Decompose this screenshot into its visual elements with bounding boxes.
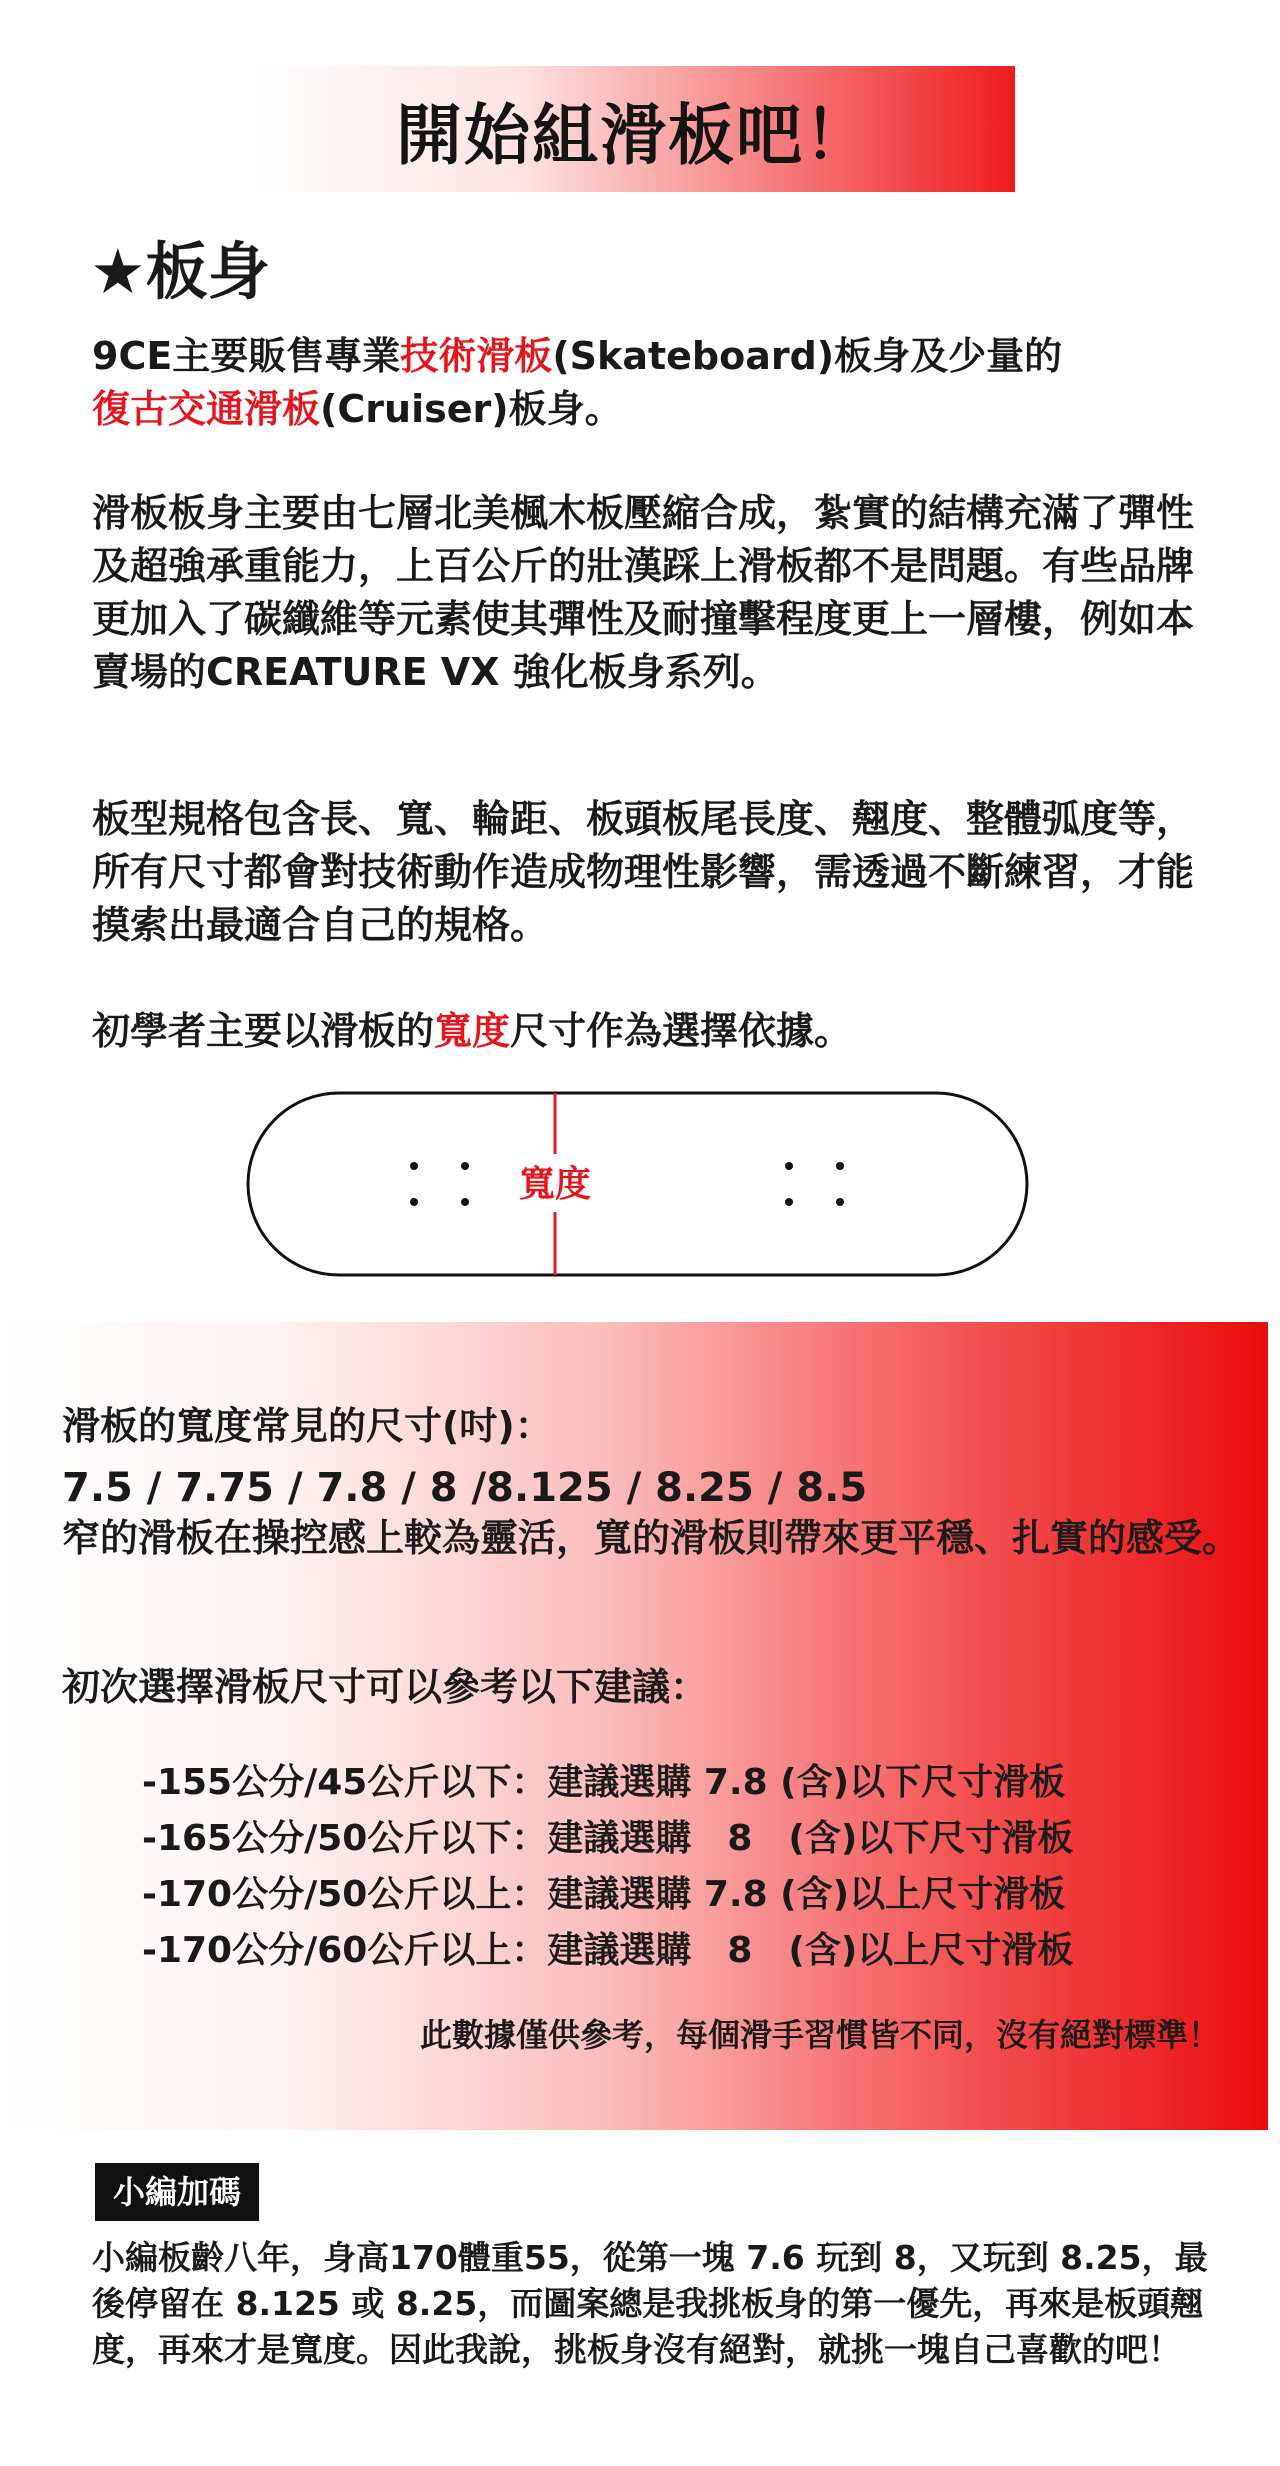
advice-list [142,1755,1073,1979]
beginner-text: 初學者主要以滑板的 [92,1009,435,1053]
intro-text: 9CE主要販售專業 [92,334,401,378]
intro-text: (Cruiser)板身。 [320,387,623,431]
sizes-description: 窄的滑板在操控感上較為靈活，寬的滑板則帶來更平穩、扎實的感受。 [62,1516,1241,1560]
highlight-cruiser: 復古交通滑板 [92,387,321,431]
page-title: 開始組滑板吧！ [396,96,872,174]
advice-item: -155公分/45公斤以下：建議選購 7.8 (含)以下尺寸滑板 [142,1762,1066,1803]
spec-paragraph: 板型規格包含長、寬、輪距、板頭板尾長度、翹度、整體弧度等，所有尺寸都會對技術動作造成物理性影響，需透過不斷練習，才能摸索出最適合自己的規格。 [92,797,1195,947]
sizes-values: 7.5 / 7.75 / 7.8 / 8 /8.125 / 8.25 / 8.5 [62,1465,868,1511]
advice-item: -165公分/50公斤以下：建議選購 8 (含)以下尺寸滑板 [142,1818,1074,1859]
editor-bonus-text: 小編板齡八年，身高170體重55，從第一塊 7.6 玩到 8，又玩到 8.25，最後停留在 8.125 或 8.25，而圖案總是我挑板身的第一優先，再來是板頭翹度，再來才是寬度。因此我說，挑板身沒有絕對，就挑一塊自己喜歡的吧！ [92,2238,1208,2369]
disclaimer-note: 此數據僅供參考，每個滑手習慣皆不同，沒有絕對標準！ [419,2016,1220,2054]
highlight-technical-skateboard: 技術滑板 [400,334,553,378]
highlight-width: 寬度 [434,1009,511,1053]
sizes-heading: 滑板的寬度常見的尺寸(吋)： [62,1404,553,1448]
intro-text: (Skateboard)板身及少量的 [552,334,1063,378]
editor-bonus-label: 小編加碼 [95,2163,259,2221]
section-heading-deck: ★板身 [90,235,270,308]
skateboard-deck-diagram [245,1090,1030,1285]
title-banner [253,66,1015,192]
width-label: 寬度 [518,1164,592,1205]
advice-heading: 初次選擇滑板尺寸可以參考以下建議： [62,1665,709,1709]
advice-item: -170公分/50公斤以上：建議選購 7.8 (含)以上尺寸滑板 [142,1874,1066,1915]
advice-item: -170公分/60公斤以上：建議選購 8 (含)以上尺寸滑板 [142,1930,1074,1971]
beginner-paragraph [92,1005,1202,1058]
skateboard-deck-icon [245,1090,1030,1285]
beginner-text: 尺寸作為選擇依據。 [510,1009,853,1053]
intro-paragraph [92,330,1202,436]
construction-paragraph: 滑板板身主要由七層北美楓木板壓縮合成，紮實的結構充滿了彈性及超強承重能力，上百公斤的壯漢踩上滑板都不是問題。有些品牌更加入了碳纖維等元素使其彈性及耐撞擊程度更上一層樓，例如本賣場的CREATURE VX 強化板身系列。 [92,491,1195,694]
